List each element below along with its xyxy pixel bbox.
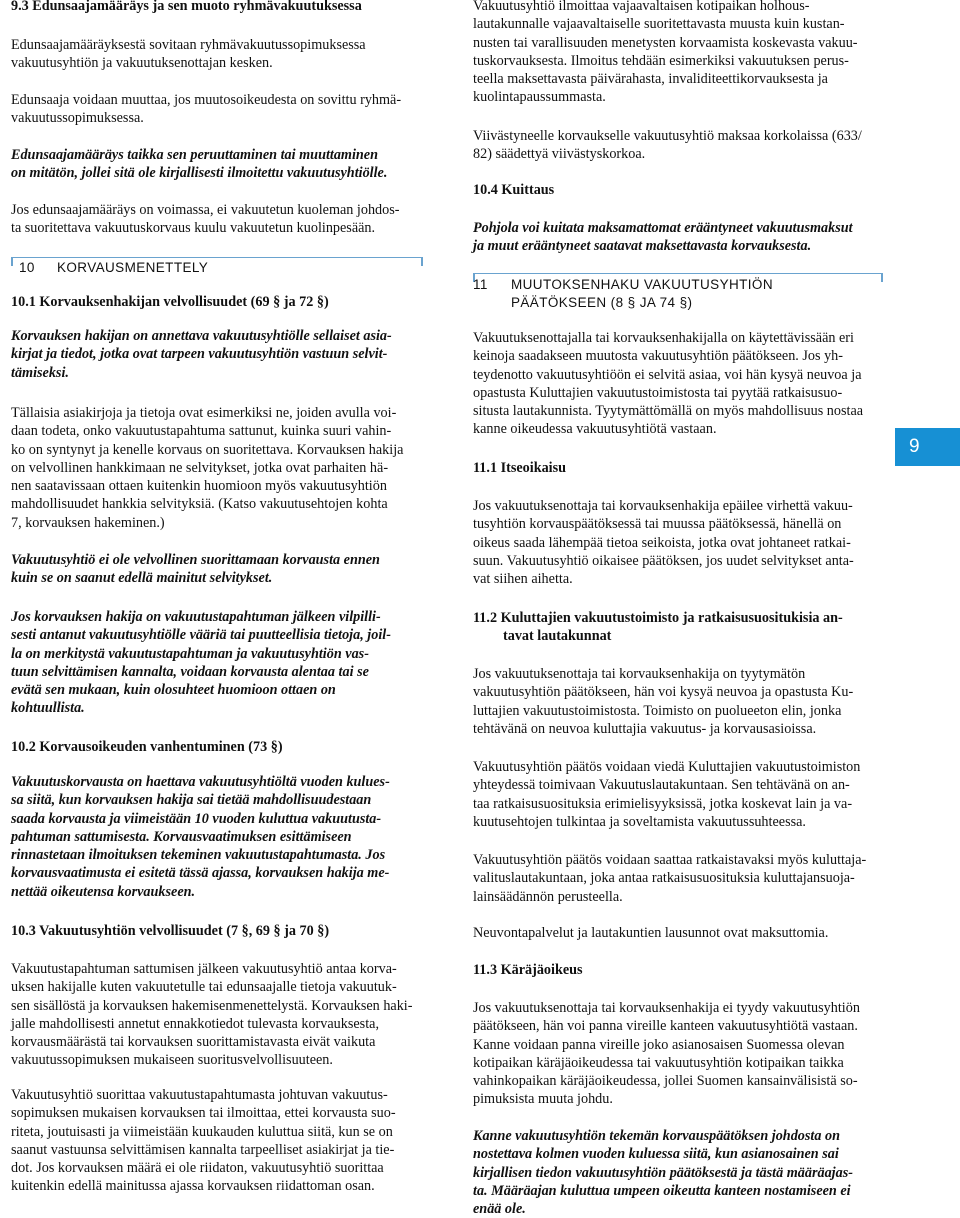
text-line: korvausvaatimusta ei esitetä tässä ajassa, korvauksen hakija me-: [11, 865, 390, 882]
text-line: keinoja saadakseen muutosta vakuutusyhtiön päätökseen. Jos yh-: [473, 348, 843, 365]
text-line: ko on syntynyt ja kenelle korvaus on suoritettava. Korvauksen hakija: [11, 441, 404, 458]
heading-11-1: 11.1 Itseoikaisu: [473, 460, 567, 476]
text-line: Jos edunsaajamääräys on voimassa, ei vakuutetun kuoleman johdos-: [11, 202, 400, 218]
text-line: mahdollisuudet hankkia selvityksiä. (Katso vakuutusehtojen kohta: [11, 496, 388, 513]
paragraph: [473, 497, 883, 588]
text-line: sopimuksen mukaisen korvauksen tai ilmoittaa, ettei korvausta suo-: [11, 1105, 396, 1122]
heading-11-2: [473, 609, 843, 646]
text-line: Jos korvauksen hakija on vakuutustapahtuman jälkeen vilpilli-: [11, 609, 381, 625]
paragraph: [11, 36, 423, 73]
paragraph: [473, 0, 883, 107]
text-line: sa siitä, kun korvauksen hakija sai tietää mahdollisuudestaan: [11, 792, 372, 809]
text-line: situsta lautakunnista. Tyytymättömällä on myös mahdollisuus nostaa: [473, 403, 864, 420]
paragraph-emphasis: [11, 146, 423, 183]
heading-10-1: 10.1 Korvauksenhakijan velvollisuudet (69 § ja 72 §): [11, 294, 329, 310]
text-line: saanut vastuunsa selvittämisen kannalta tarpeelliset asiakirjat ja tie-: [11, 1141, 395, 1158]
text-line: Vakuutusyhtiö suorittaa vakuutustapahtumasta johtuvan vakuutus-: [11, 1087, 388, 1103]
text-line: nen saatavissaan ottaen kuitenkin huomioon myös vakuutusyhtiön: [11, 478, 387, 495]
text-line: saada korvausta ja viimeistään 10 vuoden kuluttua vakuutusta-: [11, 810, 382, 827]
heading-10-4: 10.4 Kuittaus: [473, 182, 555, 198]
text-line: Jos vakuutuksenottaja tai korvauksenhakija on tyytymätön: [473, 666, 806, 682]
paragraph-emphasis: [11, 327, 423, 382]
text-line: Edunsaaja voidaan muuttaa, jos muutosoikeudesta on sovittu ryhmä-: [11, 92, 402, 108]
text-line: lautakunnalle vajaavaltaiselle suoritettavasta muusta kuin kustan-: [473, 16, 845, 33]
text-line: on mitätön, jollei sitä ole kirjallisesti ilmoitettu vakuutusyhtiölle.: [11, 165, 388, 182]
text-line: Vakuutustapahtuman sattumisen jälkeen vakuutusyhtiö antaa korva-: [11, 961, 397, 977]
text-line: rinnastetaan ilmoituksen tekeminen vakuutustapahtumasta. Jos: [11, 847, 386, 864]
paragraph-emphasis: [11, 608, 423, 718]
text-line: uksen hakijalle kuten vakuutetulle tai edunsaajalle tietoja vakuutuk-: [11, 979, 397, 996]
paragraph: [11, 201, 423, 238]
text-line: vahinkopaikan käräjäoikeudessa, jollei Suomen kansainvälisistä so-: [473, 1073, 858, 1090]
paragraph: [11, 404, 423, 532]
text-line: oikeus saada lähempää tietoa seikoista, jotka ovat johtaneet ratkai-: [473, 534, 851, 551]
chapter-title: KORVAUSMENETTELY: [57, 260, 209, 275]
text-line: Jos vakuutuksenottaja tai korvauksenhakija epäilee virhettä vakuu-: [473, 498, 853, 514]
paragraph-emphasis: [11, 551, 423, 588]
text-line: 82) säädettyä viivästyskorkoa.: [473, 146, 646, 163]
text-line: Vakuutusyhtiö ei ole velvollinen suorittamaan korvausta ennen: [11, 552, 380, 568]
chapter-rule: [11, 257, 423, 258]
text-line: Vakuutusyhtiön päätös voidaan saattaa ratkaistavaksi myös kuluttaja-: [473, 852, 867, 868]
paragraph: [473, 851, 883, 906]
text-line: Kanne voidaan panna vireille joko asianosaisen Suomessa olevan: [473, 1036, 845, 1053]
paragraph: [11, 960, 423, 1070]
text-line: teydenotto vakuutusyhtiöön ei selvitä asiaa, voi hän kysyä neuvoa ja: [473, 366, 862, 383]
paragraph: [473, 758, 883, 831]
text-line: on velvollinen hankkimaan ne selvitykset, jotka ovat parhaiten hä-: [11, 459, 389, 476]
text-line: vakuutussopimuksen mukaiseen suoritusvelvollisuuteen.: [11, 1052, 333, 1069]
chapter-number: 11: [473, 277, 488, 292]
chapter-tick: [881, 274, 883, 282]
text-line: Vakuutusyhtiön päätös voidaan viedä Kuluttajien vakuutustoimiston: [473, 759, 861, 775]
text-line: vakuutusyhtiön päätökseen, hän voi kysyä neuvoa ja opastusta Ku-: [473, 684, 854, 701]
text-line: Vakuutuskorvausta on haettava vakuutusyhtiöltä vuoden kulues-: [11, 774, 390, 790]
paragraph: [473, 665, 883, 738]
chapter-number: 10: [19, 260, 35, 275]
text-line: luttajien vakuutustoimistosta. Toimisto on puolueeton elin, jonka: [473, 702, 842, 719]
text-line: kuolintapaussummasta.: [473, 89, 606, 106]
text-line: Vakuutusyhtiö ilmoittaa vajaavaltaisen kotipaikan holhous-: [473, 0, 810, 14]
text-line: ta. Määräajan kuluttua umpeen oikeutta kanteen nostamiseen ei: [473, 1182, 851, 1199]
chapter-title-line-1: MUUTOKSENHAKU VAKUUTUSYHTIÖN: [511, 277, 773, 292]
text-line: kirjallisen tiedon vakuutusyhtiön päätöksestä ja tästä määräajas-: [473, 1164, 853, 1181]
text-line: Edunsaajamääräyksestä sovitaan ryhmävakuutussopimuksessa: [11, 37, 366, 53]
paragraph: [473, 924, 883, 942]
text-line: opastusta Kuluttajien vakuutustoimistosta tai pyytää ratkaisusuo-: [473, 384, 843, 401]
text-line: Viivästyneelle korvaukselle vakuutusyhtiö maksaa korkolaissa (633/: [473, 128, 862, 144]
section-tab: 9: [895, 428, 960, 466]
chapter-title-line-2: PÄÄTÖKSEEN (8 § JA 74 §): [511, 295, 693, 310]
text-line: Jos vakuutuksenottaja tai korvauksenhakija ei tyydy vakuutusyhtiön: [473, 1000, 860, 1016]
chapter-tick: [11, 258, 13, 266]
paragraph: [473, 999, 883, 1109]
text-line: tehtävänä on neuvoa kuluttajia vakuutus- ja korvausasioissa.: [473, 720, 817, 737]
heading-11-3: 11.3 Käräjäoikeus: [473, 962, 583, 978]
text-line: kirjat ja tiedot, jotka ovat tarpeen vakuutusyhtiön vastuun selvit-: [11, 346, 388, 363]
text-line: suun. Vakuutusyhtiö oikaisee päätöksen, jos uudet selvitykset anta-: [473, 552, 854, 569]
text-line: tusyhtiön korvauspäätöksessä tai muussa päätöksessä, hänellä on: [473, 516, 842, 533]
text-line: yhteydessä toimivaan Vakuutuslautakuntaan. Sen tehtävänä on an-: [473, 777, 850, 794]
chapter-heading-11: [473, 276, 773, 312]
text-line: tuun selvittämisen kannalta, voidaan korvausta alentaa tai se: [11, 663, 369, 680]
paragraph: [11, 91, 423, 128]
text-line: pimuksista muuta johdu.: [473, 1091, 613, 1108]
text-line: sen sisällöstä ja korvauksen hakemisenmenettelystä. Korvauksen haki-: [11, 997, 413, 1014]
text-line: daan todeta, onko vakuutustapahtuma sattunut, kuinka suuri vahin-: [11, 423, 392, 440]
text-line: 7, korvauksen hakeminen.): [11, 514, 165, 531]
paragraph: [473, 329, 883, 439]
text-line: Kanne vakuutusyhtiön tekemän korvauspäätöksen johdosta on: [473, 1128, 840, 1144]
text-line: jalle mahdollisesti annetut ennakkotiedot tulevasta korvauksesta,: [11, 1015, 379, 1032]
text-line: teella maksettavasta päivärahasta, invaliditeettikorvauksesta ja: [473, 71, 828, 88]
paragraph-emphasis: [11, 773, 423, 901]
heading-10-3: 10.3 Vakuutusyhtiön velvollisuudet (7 §, 69 § ja 70 §): [11, 923, 330, 939]
text-line: pahtuman sattumisesta. Korvausvaatimuksen esittämiseen: [11, 828, 352, 845]
text-line: Edunsaajamääräys taikka sen peruuttaminen tai muuttaminen: [11, 147, 378, 163]
text-line: taa ratkaisusuosituksia erimielisyyksissä, jotka koskevat lain ja va-: [473, 795, 853, 812]
heading-line: 11.2 Kuluttajien vakuutustoimisto ja ratkaisusuositukisia an-: [473, 610, 843, 626]
text-line: lainsäädännön perusteella.: [473, 888, 623, 905]
text-line: nostettava kolmen vuoden kuluessa siitä, kun asianosainen sai: [473, 1146, 839, 1163]
text-line: sesti antanut vakuutusyhtiölle vääriä tai puutteellisia tietoja, joil-: [11, 627, 391, 644]
text-line: valituslautakuntaan, joka antaa ratkaisusuosituksia kuluttajansuoja-: [473, 870, 855, 887]
chapter-tick: [421, 258, 423, 266]
text-line: kuutusehtojen tulkintaa ja soveltamista vakuutussuhteessa.: [473, 813, 806, 830]
text-line: Korvauksen hakijan on annettava vakuutusyhtiölle sellaiset asia-: [11, 328, 392, 344]
paragraph: [473, 127, 883, 164]
text-line: Vakuutuksenottajalla tai korvauksenhakijalla on käytettävissään eri: [473, 330, 854, 346]
text-line: riteta, joutuisasti ja viimeistään kuukauden kuluttua siitä, kun se on: [11, 1123, 393, 1140]
text-line: ta suoritettava vakuutuskorvaus kuulu vakuutetun kuolinpesään.: [11, 220, 376, 237]
paragraph: [11, 1086, 423, 1196]
chapter-heading-10: [19, 259, 208, 277]
text-line: kohtuullista.: [11, 700, 85, 717]
paragraph-emphasis: [473, 219, 883, 256]
text-line: Tällaisia asiakirjoja ja tietoja ovat esimerkiksi ne, joiden avulla voi-: [11, 405, 397, 421]
text-line: nusten tai varallisuuden menetysten korvaamista koskevasta vakuu-: [473, 34, 858, 51]
text-line: Pohjola voi kuitata maksamattomat erääntyneet vakuutusmaksut: [473, 220, 853, 236]
text-line: nettää oikeutensa korvaukseen.: [11, 883, 196, 900]
text-line: Neuvontapalvelut ja lautakuntien lausunnot ovat maksuttomia.: [473, 925, 829, 941]
text-line: kanne oikeudessa vakuutusyhtiötä vastaan.: [473, 421, 717, 438]
text-line: tämiseksi.: [11, 364, 69, 381]
paragraph-emphasis: [473, 1127, 883, 1218]
heading-9-3: 9.3 Edunsaajamääräys ja sen muoto ryhmävakuutuksessa: [11, 0, 362, 14]
heading-line: tavat lautakunnat: [503, 628, 612, 645]
text-line: dot. Jos korvauksen määrä ei ole riidaton, vakuutusyhtiö suorittaa: [11, 1160, 384, 1177]
text-line: vakuutusyhtiön ja vakuutuksenottajan kesken.: [11, 55, 273, 72]
text-line: päätökseen, hän voi panna vireille kanteen vakuutusyhtiötä vastaan.: [473, 1018, 858, 1035]
chapter-rule: [473, 273, 883, 274]
text-line: vat siihen aihetta.: [473, 571, 573, 588]
text-line: korvausmäärästä tai korvauksen suorittamistavasta eivät vaikuta: [11, 1034, 376, 1051]
text-line: enää ole.: [473, 1201, 526, 1218]
text-line: vakuutussopimuksessa.: [11, 110, 144, 127]
text-line: kuin se on saanut edellä mainitut selvitykset.: [11, 570, 273, 587]
heading-10-2: 10.2 Korvausoikeuden vanhentuminen (73 §): [11, 739, 283, 755]
text-line: kotipaikan käräjäoikeudessa tai vakuutusyhtiön kotipaikan taikka: [473, 1054, 844, 1071]
text-line: tuskorvauksesta. Ilmoitus tehdään esimerkiksi vakuutuksen perus-: [473, 52, 849, 69]
text-line: la on merkitystä vakuutustapahtuman ja vakuutusyhtiön vas-: [11, 645, 369, 662]
text-line: kuitenkin edellä mainitussa ajassa korvauksen riidattoman osan.: [11, 1178, 375, 1195]
text-line: ja muut erääntyneet saatavat maksettavasta korvauksesta.: [473, 238, 812, 255]
text-line: evätä sen mukaan, kuin olosuhteet huomioon ottaen on: [11, 682, 336, 699]
